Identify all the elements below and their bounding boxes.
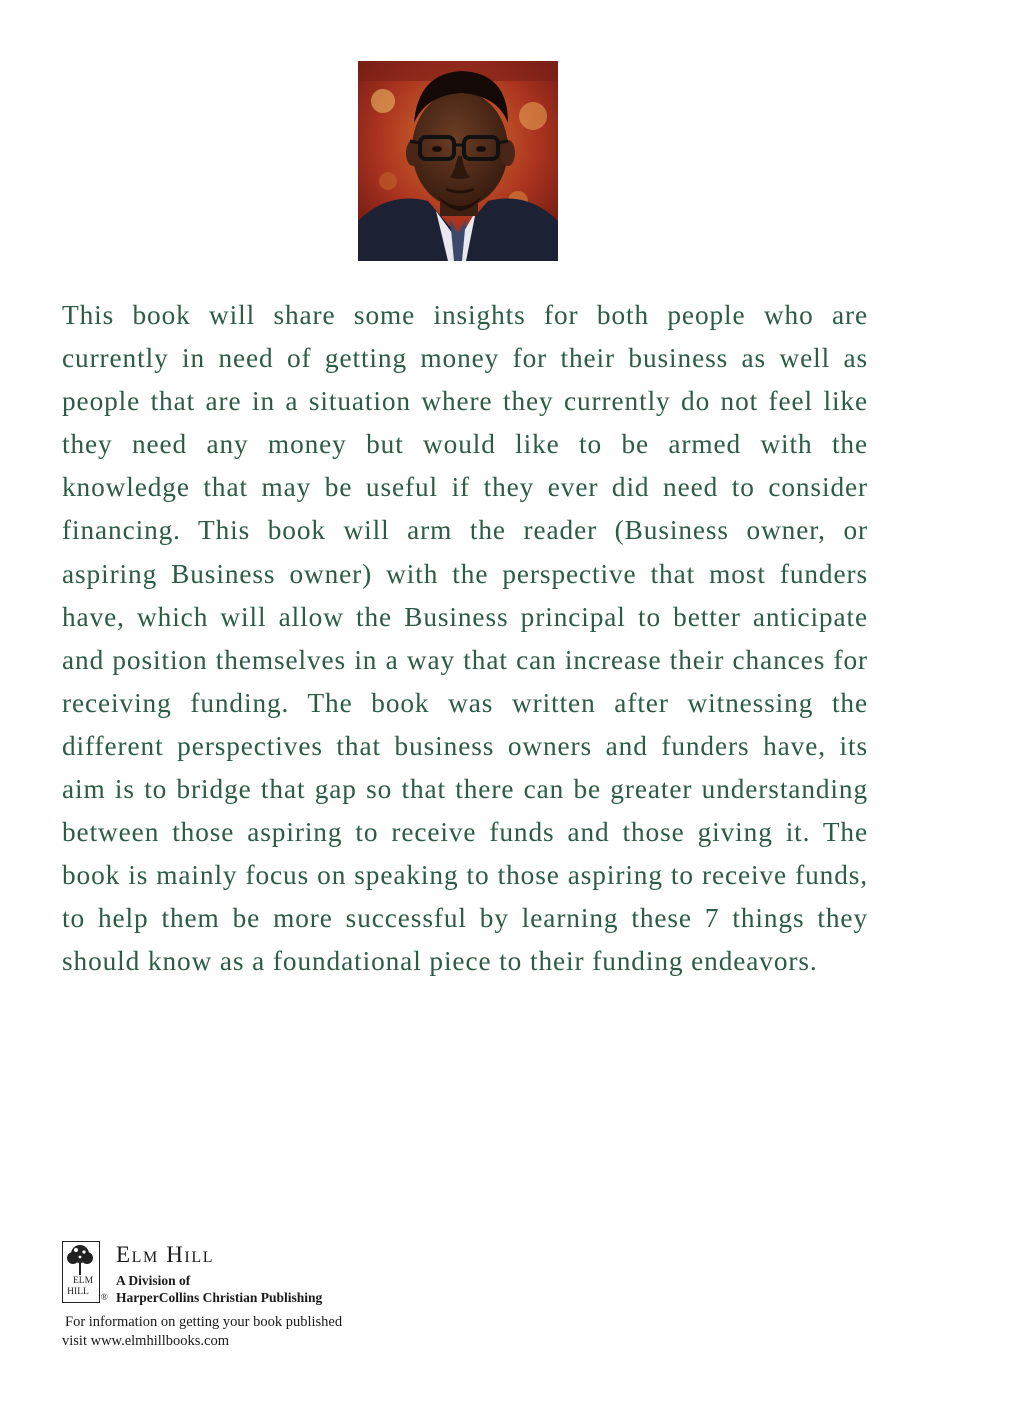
elm-hill-logo: [62, 1241, 100, 1303]
author-photo: [358, 61, 558, 261]
tree-icon: [63, 1242, 98, 1276]
publisher-website: visit www.elmhillbooks.com: [62, 1333, 230, 1349]
logo-mark-text-elm: ELM: [72, 1276, 94, 1286]
publisher-parent: HarperCollins Christian Publishing: [116, 1290, 323, 1305]
registered-mark: ®: [101, 1292, 108, 1302]
logo-mark-text-hill: HILL: [67, 1287, 89, 1297]
publisher-block: [62, 1240, 392, 1360]
publisher-name: Elm Hill: [116, 1242, 215, 1267]
author-photo-illustration: [358, 61, 558, 261]
back-cover-blurb: This book will share some insights for both people who are currently in need of getting money for their business as well as people that are in a situation where they currently do not feel like they need any money but would like to be armed with the knowledge that may be useful if they ever did need to consider financing. This book will arm the reader (Business owner, or aspiring Business owner) with the perspective that most funders have, which will allow the Business principal to better anticipate and position themselves in a way that can increase their chances for receiving funding. The book was written after witnessing the different perspectives that business owners and funders have, its aim is to bridge that gap so that there can be greater understanding between those aspiring to receive funds and those giving it. The book is mainly focus on speaking to those aspiring to receive funds, to help them be more successful by learning these 7 things they should know as a foundational piece to their funding endeavors.: [62, 300, 868, 977]
publishing-info: For information on getting your book published: [65, 1314, 343, 1330]
publisher-division: A Division of: [116, 1273, 191, 1288]
